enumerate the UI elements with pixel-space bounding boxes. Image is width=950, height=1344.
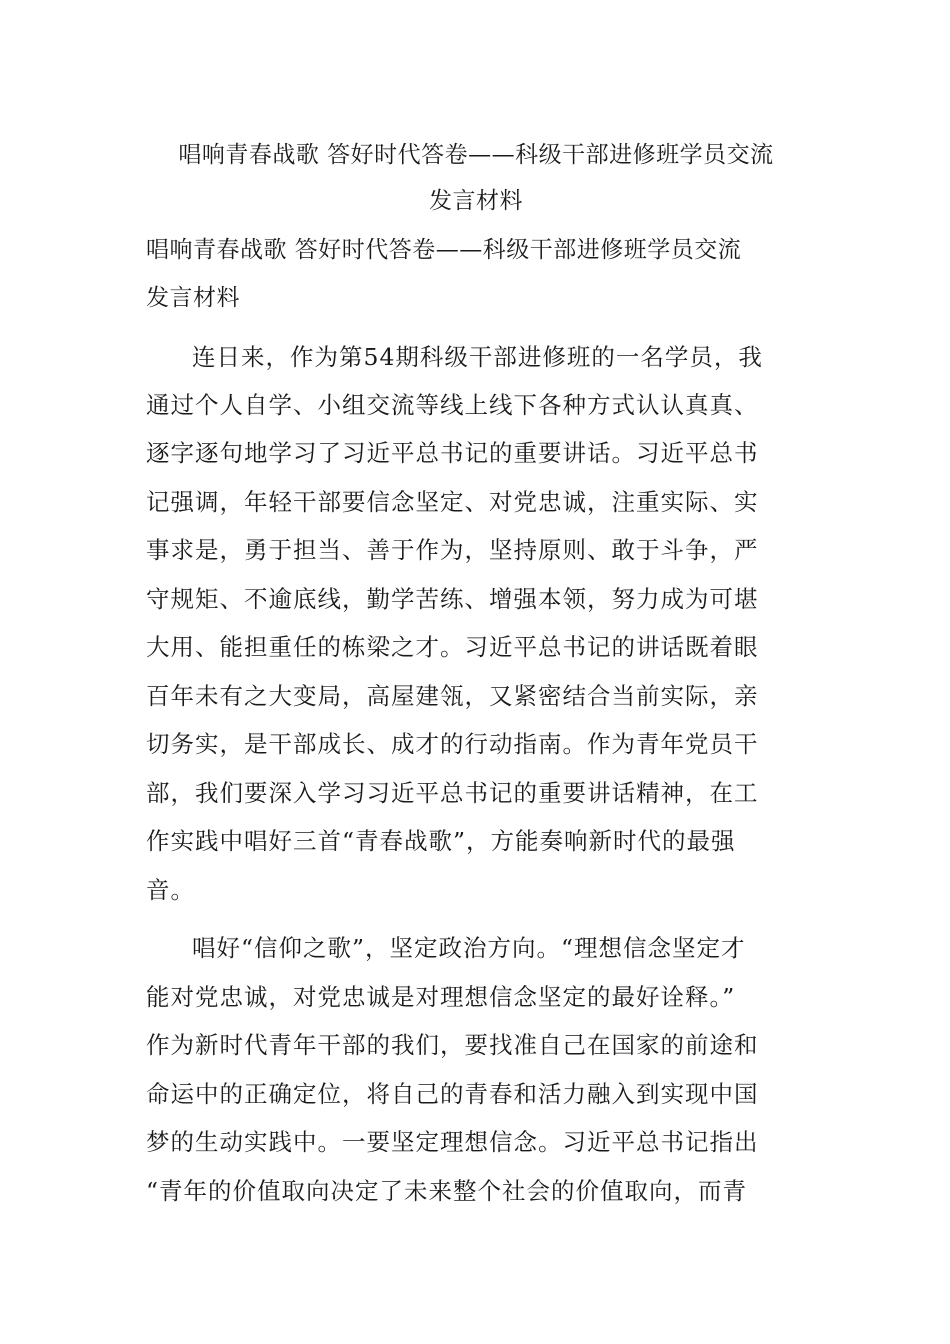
title-line-1: 唱响青春战歌 答好时代答卷——科级干部进修班学员交流: [178, 142, 774, 168]
paragraph-1-line: 音。: [146, 876, 195, 904]
title-line-2: 发言材料: [429, 188, 523, 214]
paragraph-2-line: “青年的价值取向决定了未来整个社会的价值取向，而青: [146, 1177, 748, 1205]
paragraph-2-line: 作为新时代青年干部的我们，要找准自己在国家的前途和: [146, 1031, 759, 1059]
heading-line-2: 发言材料: [146, 285, 240, 311]
paragraph-1-line: 百年未有之大变局，高屋建瓴，又紧密结合当前实际，亲: [146, 682, 759, 710]
paragraph-1-line: 作实践中唱好三首“青春战歌”，方能奏响新时代的最强: [146, 827, 736, 855]
paragraph-1-line: 逐字逐句地学习了习近平总书记的重要讲话。习近平总书: [146, 439, 759, 467]
paragraph-2-line: 唱好“信仰之歌”，坚定政治方向。“理想信念坚定才: [192, 934, 746, 962]
paragraph-2-line: 梦的生动实践中。一要坚定理想信念。习近平总书记指出: [146, 1128, 759, 1156]
paragraph-1-line: 记强调，年轻干部要信念坚定、对党忠诚，注重实际、实: [146, 488, 759, 516]
document-title: [146, 132, 806, 224]
paragraph-2-line: 能对党忠诚，对党忠诚是对理想信念坚定的最好诠释。”: [146, 983, 736, 1011]
paragraph-1-line: 连日来，作为第54期科级干部进修班的一名学员，我: [192, 343, 763, 371]
paragraph-1-line: 事求是，勇于担当、善于作为，坚持原则、敢于斗争，严: [146, 536, 759, 564]
paragraph-1-line: 部，我们要深入学习习近平总书记的重要讲话精神，在工: [146, 779, 759, 807]
paragraph-2-line: 命运中的正确定位，将自己的青春和活力融入到实现中国: [146, 1080, 759, 1108]
paragraph-1-line: 大用、能担重任的栋梁之才。习近平总书记的讲话既着眼: [146, 633, 759, 661]
heading-line-1: 唱响青春战歌 答好时代答卷——科级干部进修班学员交流: [146, 237, 742, 263]
paragraph-1-line: 守规矩、不逾底线，勤学苦练、增强本领，努力成为可堪: [146, 585, 759, 613]
paragraph-1-line: 切务实，是干部成长、成才的行动指南。作为青年党员干: [146, 730, 759, 758]
paragraph-1-line: 通过个人自学、小组交流等线上线下各种方式认认真真、: [146, 391, 759, 419]
